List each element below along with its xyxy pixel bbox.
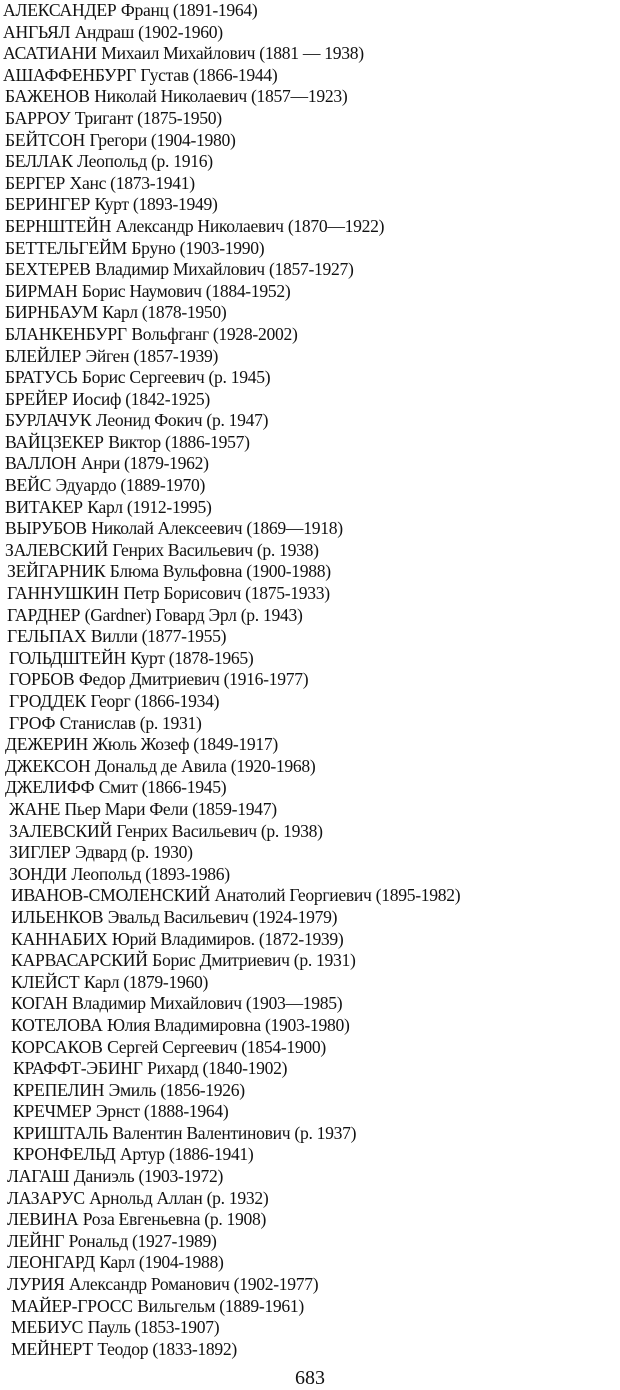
entry-surname: ГЕЛЬПАХ [7,626,87,647]
entry-details: Карл (1912-1995) [87,496,212,517]
index-entry [3,777,617,799]
entry-surname: МАЙЕР-ГРОСС [11,1295,133,1316]
entry-details: Валентин Валентинович (р. 1937) [112,1122,357,1143]
entry-surname: КАРВАСАРСКИЙ [11,950,148,971]
entry-details: Федор Дмитриевич (1916-1977) [78,669,309,690]
entry-details: Арнольд Аллан (р. 1932) [89,1187,269,1208]
index-entry [3,1101,617,1123]
entry-details: Андраш (1902-1960) [74,21,223,42]
entry-details: Петр Борисович (1875-1933) [123,583,330,604]
index-entry [3,216,617,238]
entry-surname: ЛЕВИНА [7,1209,79,1230]
index-entry [3,885,617,907]
entry-surname: АЛЕКСАНДЕР [3,0,117,20]
index-entry [3,950,617,972]
index-entry [3,43,617,65]
entry-surname: БЕРИНГЕР [5,194,91,215]
entry-surname: ГОЛЬДШТЕЙН [9,647,126,668]
entry-surname: ЛЕОНГАРД [7,1252,95,1273]
index-entry [3,691,617,713]
entry-surname: БИРМАН [5,280,78,301]
index-entry [3,605,617,627]
index-entry [3,194,617,216]
name-index-list [3,0,617,1360]
entry-details: Курт (1893-1949) [94,194,218,215]
index-entry [3,929,617,951]
entry-details: Анри (1879-1962) [80,453,209,474]
entry-surname: ЗЕЙГАРНИК [7,561,106,582]
entry-surname: ИЛЬЕНКОВ [11,906,104,927]
entry-details: Даниэль (1903-1972) [73,1166,224,1187]
entry-surname: КРАФФТ-ЭБИНГ [13,1058,143,1079]
entry-details: Пауль (1853-1907) [87,1317,220,1338]
entry-surname: МЕБИУС [11,1317,84,1338]
entry-details: Вольфганг (1928-2002) [131,323,298,344]
entry-details: Борис Дмитриевич (р. 1931) [152,950,356,971]
entry-surname: БЕЙТСОН [5,129,86,150]
entry-surname: КРЕЧМЕР [13,1101,92,1122]
entry-surname: КРИШТАЛЬ [13,1122,108,1143]
entry-details: Эрнст (1888-1964) [95,1101,229,1122]
entry-details: Юлия Владимировна (1903-1980) [107,1014,350,1035]
entry-surname: БЕХТЕРЕВ [5,259,91,280]
entry-surname: БЕРГЕР [5,172,66,193]
entry-surname: БАЖЕНОВ [5,86,90,107]
entry-surname: БЛАНКЕНБУРГ [5,323,127,344]
index-entry [3,1339,617,1361]
entry-surname: АШАФФЕНБУРГ [3,64,136,85]
entry-details: Эвальд Васильевич (1924-1979) [107,906,338,927]
entry-details: Михаил Михайлович (1881 — 1938) [101,43,364,64]
entry-details: Николай Николаевич (1857—1923) [94,86,348,107]
entry-details: Эдуардо (1889-1970) [55,475,205,496]
index-entry [3,1252,617,1274]
index-entry [3,1188,617,1210]
index-entry [3,583,617,605]
entry-details: Александр Романович (1902-1977) [69,1274,319,1295]
index-entry [3,0,617,22]
index-entry [3,238,617,260]
entry-surname: ГОРБОВ [9,669,75,690]
index-entry [3,281,617,303]
index-entry [3,1080,617,1102]
entry-details: Вилли (1877-1955) [90,626,227,647]
index-entry [3,821,617,843]
index-entry [3,734,617,756]
index-entry [3,324,617,346]
entry-details: Николай Алексеевич (1869—1918) [91,518,343,539]
index-entry [3,1058,617,1080]
index-entry [3,972,617,994]
entry-surname: ВЫРУБОВ [5,518,87,539]
page-number: 683 [295,1367,325,1389]
entry-details: Тригант (1875-1950) [74,107,222,128]
entry-surname: ВИТАКЕР [5,496,83,517]
entry-surname: КРОНФЕЛЬД [13,1144,116,1165]
index-entry [3,1015,617,1037]
entry-surname: КОРСАКОВ [11,1036,103,1057]
entry-surname: ЗИГЛЕР [9,842,71,863]
entry-details: Владимир Михайлович (1857-1927) [95,259,354,280]
entry-surname: КЛЕЙСТ [11,971,80,992]
entry-details: Блюма Вульфовна (1900-1988) [109,561,331,582]
entry-surname: ВАЛЛОН [5,453,77,474]
entry-surname: ЛАЗАРУС [7,1187,85,1208]
entry-details: Пьер Мари Фели (1859-1947) [64,798,277,819]
entry-surname: КОТЕЛОВА [11,1014,103,1035]
entry-details: Юрий Владимиров. (1872-1939) [111,928,344,949]
index-entry [3,561,617,583]
entry-surname: ГАРДНЕР [7,604,81,625]
index-entry [3,151,617,173]
entry-details: Бруно (1903-1990) [131,237,265,258]
entry-details: Карл (1904-1988) [99,1252,224,1273]
entry-details: Смит (1866-1945) [98,777,227,798]
index-entry [3,648,617,670]
entry-surname: АСАТИАНИ [3,43,97,64]
entry-surname: ЛУРИЯ [7,1274,65,1295]
entry-surname: БРАТУСЬ [5,367,78,388]
entry-details: Эдвард (р. 1930) [75,842,193,863]
index-entry [3,626,617,648]
entry-details: Борис Наумович (1884-1952) [81,280,291,301]
entry-details: Карл (1878-1950) [102,302,227,323]
entry-surname: БЕРНШТЕЙН [5,215,112,236]
entry-details: Леонид Фокич (р. 1947) [95,410,269,431]
entry-details: Карл (1879-1960) [83,971,209,992]
entry-details: Георг (1866-1934) [90,691,220,711]
entry-surname: ИВАНОВ-СМОЛЕНСКИЙ [11,885,211,906]
entry-surname: ГРОФ [9,712,56,733]
index-entry [3,130,617,152]
entry-surname: ВЕЙС [5,475,52,496]
entry-details: Станислав (р. 1931) [59,712,202,733]
entry-details: Виктор (1886-1957) [108,431,250,452]
index-entry [3,907,617,929]
index-entry [3,1296,617,1318]
entry-details: Теодор (1833-1892) [97,1338,237,1359]
index-entry [3,410,617,432]
index-entry [3,799,617,821]
index-entry [3,65,617,87]
entry-surname: ГАННУШКИН [7,583,119,604]
entry-surname: БУРЛАЧУК [5,410,92,431]
entry-details: Роза Евгеньевна (р. 1908) [82,1209,267,1230]
entry-details: Дональд де Авила (1920-1968) [94,755,316,776]
index-entry [3,173,617,195]
entry-surname: ЛАГАШ [7,1166,70,1187]
index-entry [3,1317,617,1339]
entry-details: Леопольд (1893-1986) [71,863,230,884]
index-entry [3,22,617,44]
index-entry [3,86,617,108]
entry-surname: ЖАНЕ [9,798,61,819]
entry-details: Иосиф (1842-1925) [72,388,210,409]
entry-details: Ханс (1873-1941) [69,172,195,193]
index-entry [3,453,617,475]
entry-details: Борис Сергеевич (р. 1945) [81,367,271,388]
index-entry [3,540,617,562]
entry-details: Грегори (1904-1980) [89,129,236,150]
index-entry [3,1037,617,1059]
entry-details: Рональд (1927-1989) [68,1230,217,1251]
entry-surname: МЕЙНЕРТ [11,1338,93,1359]
entry-surname: ДЖЕЛИФФ [5,777,95,798]
entry-details: Вильгельм (1889-1961) [137,1295,304,1316]
index-entry [3,259,617,281]
index-entry [3,367,617,389]
index-entry [3,497,617,519]
entry-surname: БАРРОУ [5,107,71,128]
index-entry [3,432,617,454]
entry-surname: БИРНБАУМ [5,302,98,323]
entry-surname: ЗАЛЕВСКИЙ [5,539,109,560]
entry-details: Владимир Михайлович (1903—1985) [72,993,343,1014]
entry-details: Леопольд (р. 1916) [77,151,213,172]
entry-surname: ДЖЕКСОН [5,755,91,776]
index-entry [3,1144,617,1166]
index-entry [3,713,617,735]
entry-details: Жюль Жозеф (1849-1917) [92,734,278,755]
index-entry [3,842,617,864]
entry-surname: КРЕПЕЛИН [13,1079,105,1100]
entry-surname: ВАЙЦЗЕКЕР [5,431,104,452]
entry-details: Густав (1866-1944) [140,64,278,85]
entry-details: Генрих Васильевич (р. 1938) [112,539,319,560]
index-entry [3,1274,617,1296]
entry-details: Артур (1886-1941) [119,1144,254,1165]
entry-details: Анатолий Георгиевич (1895-1982) [214,885,461,906]
entry-details: Эйген (1857-1939) [85,345,219,366]
entry-surname: БЕЛЛАК [5,151,73,172]
index-entry [3,475,617,497]
index-entry [3,518,617,540]
entry-details: Генрих Васильевич (р. 1938) [116,820,323,841]
entry-details: (Gardner) Говард Эрл (р. 1943) [84,604,303,625]
entry-surname: БЛЕЙЛЕР [5,345,82,366]
entry-details: Курт (1878-1965) [130,647,254,668]
entry-surname: АНГЬЯЛ [3,21,71,42]
entry-details: Франц (1891-1964) [120,0,258,20]
entry-surname: ЛЕЙНГ [7,1230,65,1251]
index-entry [3,993,617,1015]
index-entry [3,864,617,886]
index-entry [3,1166,617,1188]
index-entry [3,302,617,324]
entry-surname: КОГАН [11,993,68,1014]
entry-surname: ДЕЖЕРИН [5,734,89,755]
index-entry [3,669,617,691]
entry-details: Рихард (1840-1902) [147,1058,288,1079]
entry-surname: БРЕЙЕР [5,388,68,409]
index-entry [3,108,617,130]
index-entry [3,1123,617,1145]
entry-details: Сергей Сергеевич (1854-1900) [107,1036,326,1057]
entry-surname: ГРОДДЕК [9,691,87,711]
index-entry [3,346,617,368]
index-entry [3,1231,617,1253]
index-entry [3,389,617,411]
entry-surname: ЗАЛЕВСКИЙ [9,820,113,841]
entry-surname: БЕТТЕЛЬГЕЙМ [5,237,127,258]
index-entry [3,1209,617,1231]
entry-surname: КАННАБИХ [11,928,108,949]
entry-details: Эмиль (1856-1926) [108,1079,245,1100]
index-entry [3,756,617,778]
entry-details: Александр Николаевич (1870—1922) [115,215,385,236]
entry-surname: ЗОНДИ [9,863,67,884]
